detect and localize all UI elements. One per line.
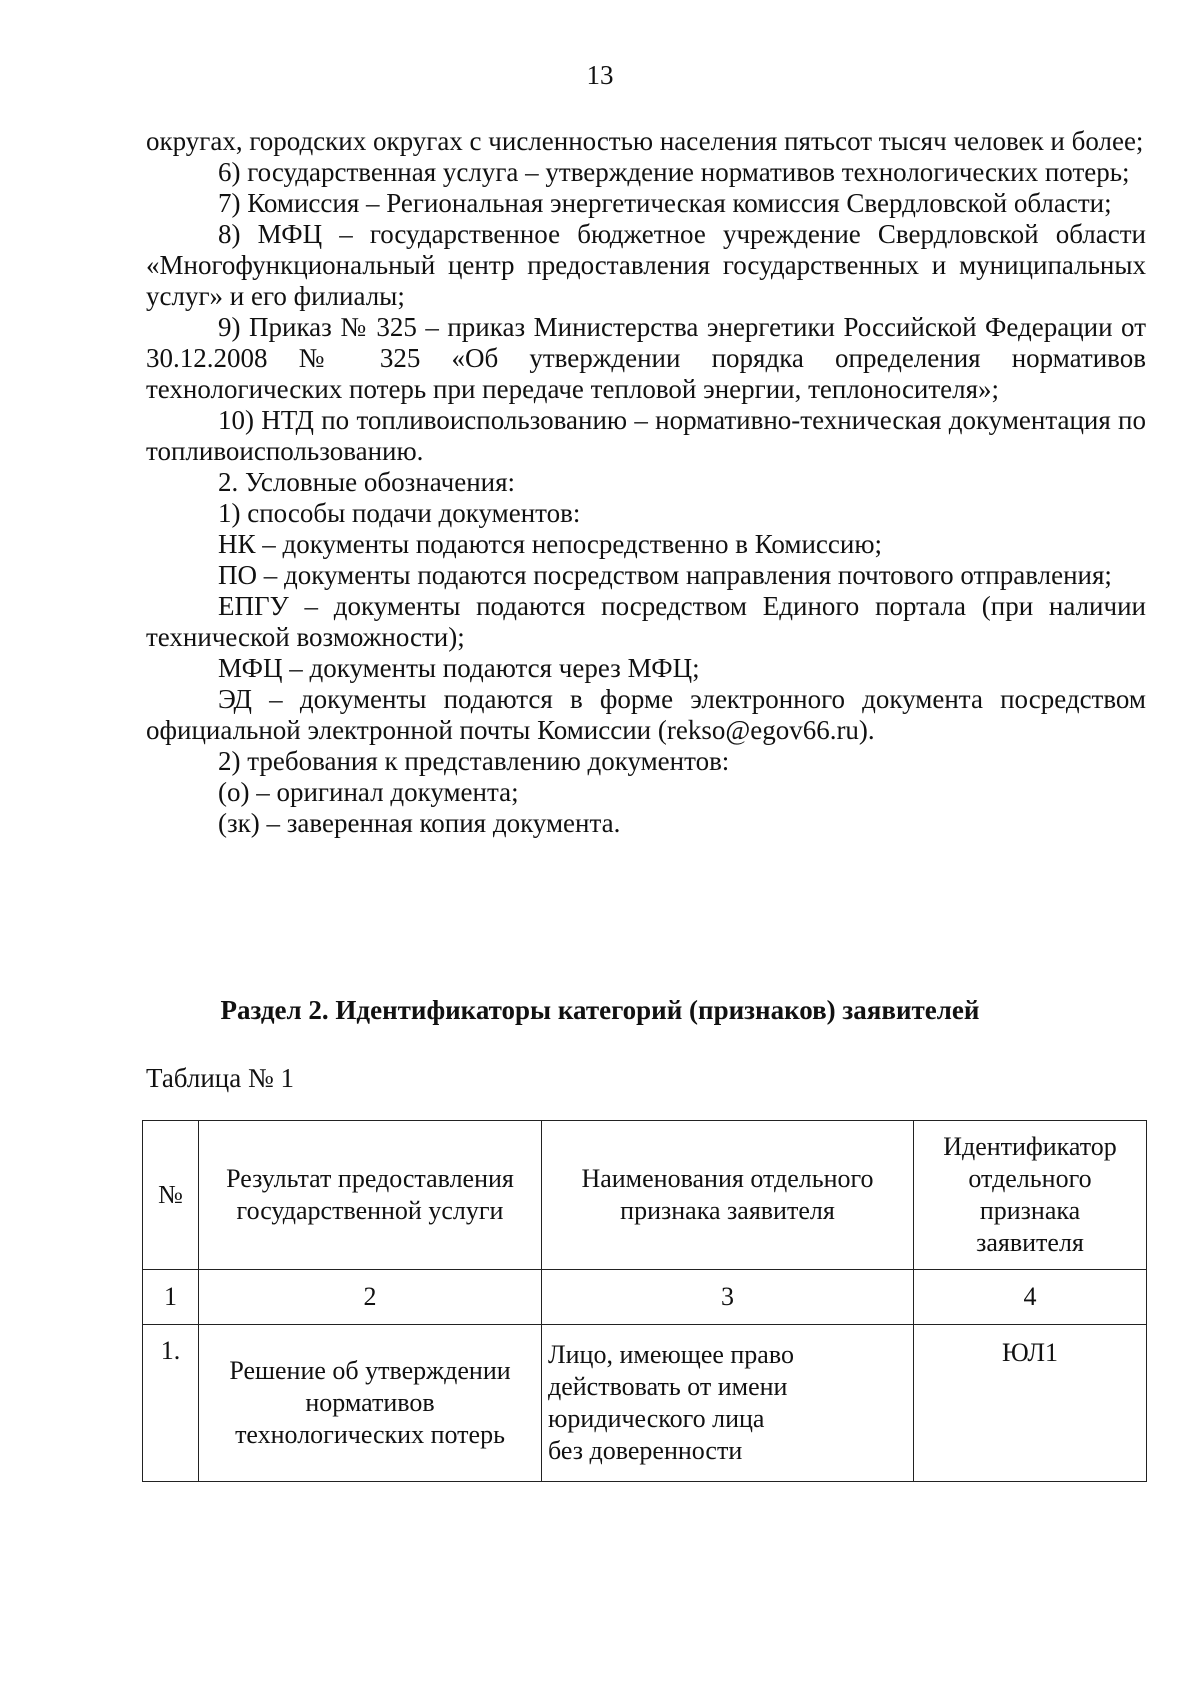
column-number-cell: 3 xyxy=(542,1270,914,1325)
header-cell-attribute-name: Наименования отдельного признака заявителя xyxy=(542,1121,914,1270)
table-column-numbers-row xyxy=(143,1270,1147,1325)
attribute-name-cell: Лицо, имеющее право действовать от имени юридического лица без доверенности xyxy=(542,1325,914,1482)
column-number-cell: 4 xyxy=(914,1270,1147,1325)
paragraph: 10) НТД по топливоиспользованию – нормативно-техническая документация по топливоиспользованию. xyxy=(146,405,1146,466)
column-number-cell: 2 xyxy=(199,1270,542,1325)
result-cell: Решение об утверждении нормативов технологических потерь xyxy=(199,1325,542,1482)
paragraph: округах, городских округах с численностью населения пятьсот тысяч человек и более; xyxy=(146,126,1144,156)
paragraph: (зк) – заверенная копия документа. xyxy=(218,808,621,838)
column-number-cell: 1 xyxy=(143,1270,199,1325)
paragraph: (о) – оригинал документа; xyxy=(218,777,519,807)
table-header-row xyxy=(143,1121,1147,1270)
section-title: Раздел 2. Идентификаторы категорий (признаков) заявителей xyxy=(220,995,980,1025)
paragraph: ЕПГУ – документы подаются посредством Единого портала (при наличии технической возможности); xyxy=(146,591,1146,652)
header-cell-result: Результат предоставления государственной услуги xyxy=(199,1121,542,1270)
header-cell-identifier: Идентификатор отдельного признака заявителя xyxy=(914,1121,1147,1270)
paragraph: 2) требования к представлению документов: xyxy=(218,746,730,776)
paragraph: НК – документы подаются непосредственно в Комиссию; xyxy=(218,529,883,559)
paragraph: МФЦ – документы подаются через МФЦ; xyxy=(218,653,700,683)
paragraph: 8) МФЦ – государственное бюджетное учреждение Свердловской области «Многофункциональный центр предоставления государственных и муниципальных услуг» и его филиалы; xyxy=(146,219,1146,311)
page-number: 13 xyxy=(586,60,614,90)
paragraph: ПО – документы подаются посредством направления почтового отправления; xyxy=(218,560,1112,590)
paragraph: 7) Комиссия – Региональная энергетическая комиссия Свердловской области; xyxy=(218,188,1112,218)
paragraph: 9) Приказ № 325 – приказ Министерства энергетики Российской Федерации от 30.12.2008 № 325 «Об утверждении порядка определения нормативов технологических потерь при передаче тепловой энергии, теплоносителя»; xyxy=(146,312,1146,404)
table-caption: Таблица № 1 xyxy=(146,1063,294,1093)
paragraph: 6) государственная услуга – утверждение нормативов технологических потерь; xyxy=(218,157,1130,187)
paragraph: 1) способы подачи документов: xyxy=(218,498,581,528)
paragraph: ЭД – документы подаются в форме электронного документа посредством официальной электронной почты Комиссии (rekso@egov66.ru). xyxy=(146,684,1146,745)
header-cell-number: № xyxy=(143,1121,199,1270)
identifier-cell: ЮЛ1 xyxy=(914,1325,1147,1482)
document-body xyxy=(146,126,1146,839)
table-row xyxy=(143,1325,1147,1482)
row-number-cell: 1. xyxy=(143,1325,199,1482)
applicant-identifiers-table xyxy=(142,1120,1147,1482)
paragraph: 2. Условные обозначения: xyxy=(218,467,516,497)
